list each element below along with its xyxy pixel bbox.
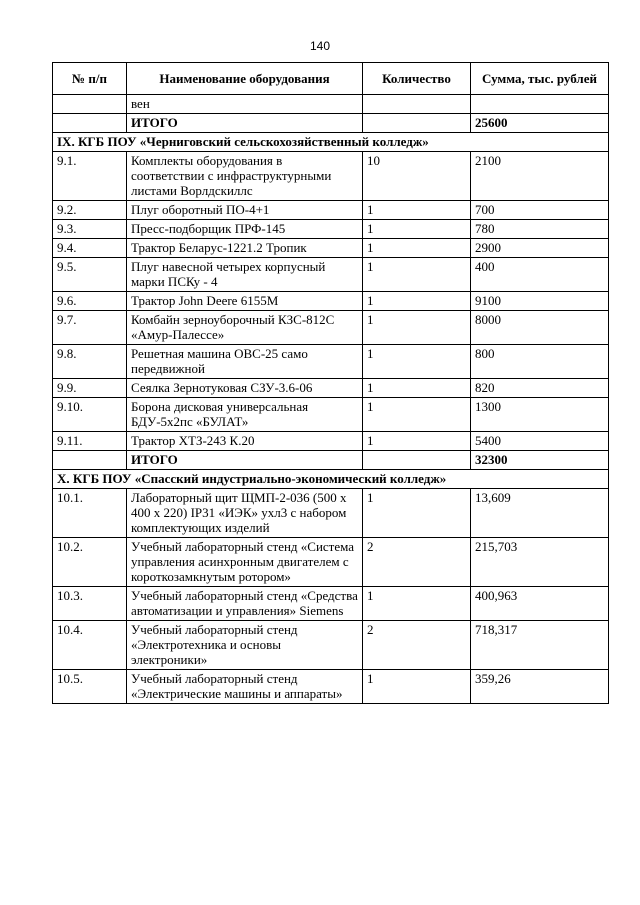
cell-number: 9.6.: [53, 292, 127, 311]
cell-quantity: 1: [363, 587, 471, 621]
cell-name: ИТОГО: [127, 451, 363, 470]
cell-quantity: 1: [363, 239, 471, 258]
cell-name: Сеялка Зернотуковая СЗУ-3.6-06: [127, 379, 363, 398]
cell-sum: 700: [471, 201, 609, 220]
cell-quantity: 1: [363, 292, 471, 311]
table-row: [53, 379, 609, 398]
cell-number: [53, 114, 127, 133]
cell-sum: 820: [471, 379, 609, 398]
cell-quantity: 1: [363, 258, 471, 292]
cell-number: 9.3.: [53, 220, 127, 239]
cell-number: 10.5.: [53, 670, 127, 704]
cell-number: 9.2.: [53, 201, 127, 220]
cell-quantity: 1: [363, 379, 471, 398]
header-quantity: Количество: [363, 63, 471, 95]
cell-quantity: 1: [363, 201, 471, 220]
cell-name: Трактор ХТЗ-243 К.20: [127, 432, 363, 451]
cell-sum: 9100: [471, 292, 609, 311]
table-row: [53, 239, 609, 258]
section-title: IX. КГБ ПОУ «Черниговский сельскохозяйственный колледж»: [53, 133, 609, 152]
equipment-table: [52, 62, 609, 704]
cell-number: 10.3.: [53, 587, 127, 621]
table-row: [53, 538, 609, 587]
cell-sum: 400: [471, 258, 609, 292]
cell-number: [53, 95, 127, 114]
table-row: [53, 587, 609, 621]
cell-sum: 1300: [471, 398, 609, 432]
table-row: [53, 621, 609, 670]
table-header-row: [53, 63, 609, 95]
table-row: [53, 432, 609, 451]
cell-name: Учебный лабораторный стенд «Электротехника и основы электроники»: [127, 621, 363, 670]
cell-number: 9.7.: [53, 311, 127, 345]
table-row: [53, 311, 609, 345]
cell-number: 9.9.: [53, 379, 127, 398]
cell-sum: 800: [471, 345, 609, 379]
cell-name: Учебный лабораторный стенд «Электрические машины и аппараты»: [127, 670, 363, 704]
cell-quantity: 10: [363, 152, 471, 201]
cell-sum: [471, 95, 609, 114]
cell-quantity: 1: [363, 670, 471, 704]
cell-name: Комплекты оборудования в соответствии с инфраструктурными листами Ворлдскиллс: [127, 152, 363, 201]
cell-sum: 2100: [471, 152, 609, 201]
cell-name: Плуг оборотный ПО-4+1: [127, 201, 363, 220]
cell-number: 9.1.: [53, 152, 127, 201]
cell-quantity: 1: [363, 311, 471, 345]
cell-number: 10.1.: [53, 489, 127, 538]
cell-quantity: 1: [363, 489, 471, 538]
cell-name: вен: [127, 95, 363, 114]
section-row: [53, 133, 609, 152]
cell-name: Учебный лабораторный стенд «Система управления асинхронным двигателем с короткозамкнутым ротором»: [127, 538, 363, 587]
cell-name: Пресс-подборщик ПРФ-145: [127, 220, 363, 239]
cell-sum: 2900: [471, 239, 609, 258]
header-sum: Сумма, тыс. рублей: [471, 63, 609, 95]
total-row: [53, 451, 609, 470]
cell-quantity: 2: [363, 538, 471, 587]
cell-quantity: 1: [363, 398, 471, 432]
table-row: [53, 220, 609, 239]
table-body: [53, 95, 609, 704]
cell-name: Борона дисковая универсальная БДУ-5х2пс «БУЛАТ»: [127, 398, 363, 432]
cell-name: Комбайн зерноуборочный КЗС-812С «Амур-Палессе»: [127, 311, 363, 345]
cell-sum: 13,609: [471, 489, 609, 538]
cell-name: Лабораторный щит ЩМП-2-036 (500 х 400 х 220) IP31 «ИЭК» ухл3 с набором комплектующих изделий: [127, 489, 363, 538]
cell-name: Трактор Беларус-1221.2 Тропик: [127, 239, 363, 258]
table-row: [53, 670, 609, 704]
table-row: [53, 398, 609, 432]
cell-quantity: 1: [363, 345, 471, 379]
cell-sum: 32300: [471, 451, 609, 470]
cell-sum: 8000: [471, 311, 609, 345]
cell-sum: 780: [471, 220, 609, 239]
cell-quantity: 2: [363, 621, 471, 670]
cell-number: 9.8.: [53, 345, 127, 379]
header-equipment-name: Наименование оборудования: [127, 63, 363, 95]
table-row: [53, 95, 609, 114]
cell-name: Плуг навесной четырех корпусный марки ПСКу - 4: [127, 258, 363, 292]
section-row: [53, 470, 609, 489]
cell-sum: 25600: [471, 114, 609, 133]
cell-sum: 215,703: [471, 538, 609, 587]
table-row: [53, 258, 609, 292]
table-row: [53, 292, 609, 311]
cell-number: 9.11.: [53, 432, 127, 451]
section-title: X. КГБ ПОУ «Спасский индустриально-экономический колледж»: [53, 470, 609, 489]
cell-quantity: [363, 95, 471, 114]
cell-number: [53, 451, 127, 470]
page-number: 140: [309, 39, 331, 53]
table-row: [53, 345, 609, 379]
cell-number: 10.4.: [53, 621, 127, 670]
cell-sum: 400,963: [471, 587, 609, 621]
cell-name: Трактор John Deere 6155M: [127, 292, 363, 311]
cell-quantity: [363, 114, 471, 133]
table-row: [53, 489, 609, 538]
cell-quantity: [363, 451, 471, 470]
cell-number: 9.10.: [53, 398, 127, 432]
cell-name: ИТОГО: [127, 114, 363, 133]
header-number: № п/п: [53, 63, 127, 95]
cell-sum: 718,317: [471, 621, 609, 670]
cell-sum: 5400: [471, 432, 609, 451]
cell-quantity: 1: [363, 220, 471, 239]
total-row: [53, 114, 609, 133]
table-row: [53, 152, 609, 201]
cell-number: 10.2.: [53, 538, 127, 587]
cell-number: 9.5.: [53, 258, 127, 292]
cell-name: Решетная машина ОВС-25 само передвижной: [127, 345, 363, 379]
cell-sum: 359,26: [471, 670, 609, 704]
table-row: [53, 201, 609, 220]
cell-quantity: 1: [363, 432, 471, 451]
cell-name: Учебный лабораторный стенд «Средства автоматизации и управления» Siemens: [127, 587, 363, 621]
cell-number: 9.4.: [53, 239, 127, 258]
